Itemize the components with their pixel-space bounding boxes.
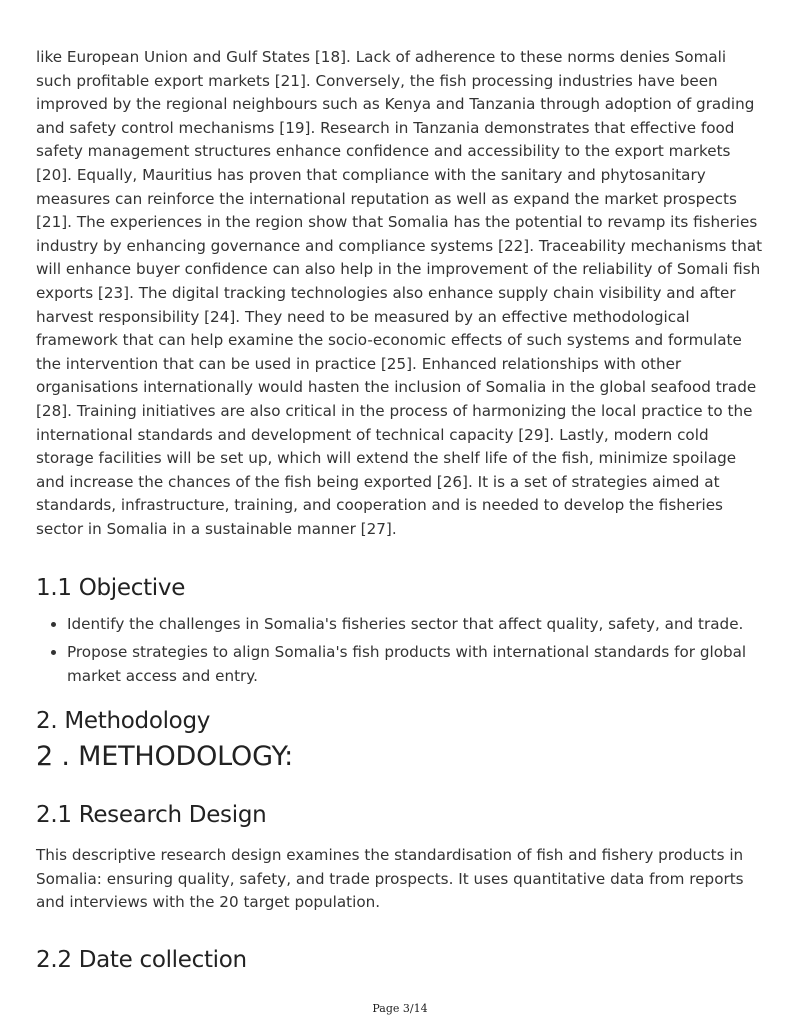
objective-heading: 1.1 Objective: [36, 575, 186, 602]
page-number-footer: Page 3/14: [372, 1002, 428, 1015]
intro-paragraph: like European Union and Gulf States [18]. Lack of adherence to these norms denies Somali such profitable export markets [21]. Conversely, the fish processing industries have been improved by the regional neighbours such as Kenya and Tanzania through adoption of grading and safety control mechanisms [19]. Research in Tanzania demonstrates that effective food safety management structures enhance confidence and accessibility to the export markets [20]. Equally, Mauritius has proven that compliance with the sanitary and phytosanitary measures can reinforce the international reputation as well as expand the market prospects [21]. The experiences in the region show that Somalia has the potential to revamp its fisheries industry by enhancing governance and compliance systems [22]. Traceability mechanisms that will enhance buyer confidence can also help in the improvement of the reliability of Somali fish exports [23]. The digital tracking technologies also enhance supply chain visibility and after harvest responsibility [24]. They need to be measured by an effective methodological framework that can help examine the socio-economic effects of such systems and formulate the intervention that can be used in practice [25]. Enhanced relationships with other organisations internationally would hasten the inclusion of Somalia in the global seafood trade [28]. Training initiatives are also critical in the process of harmonizing the local practice to the international standards and development of technical capacity [29]. Lastly, modern cold storage facilities will be set up, which will extend the shelf life of the fish, minimize spoilage and increase the chances of the fish being exported [26]. It is a set of strategies aimed at standards, infrastructure, training, and cooperation and is needed to develop the fisheries sector in Somalia in a sustainable manner [27].: [36, 48, 763, 538]
objective-bullet-item: • Identify the challenges in Somalia's fisheries sector that affect quality, safety, and trade.: [67, 613, 766, 637]
objective-bullet-item: • Propose strategies to align Somalia's fish products with international standards for global market access and entry.: [67, 641, 766, 688]
page-content: [36, 46, 766, 975]
data-collection-heading: 2.2 Date collection: [36, 947, 247, 974]
research-design-paragraph: This descriptive research design examines the standardisation of fish and fishery products in Somalia: ensuring quality, safety, and trade prospects. It uses quantitative data from reports and interviews with the 20 target population.: [36, 846, 744, 912]
objective-bullet-list: [36, 613, 766, 688]
methodology-heading: 2. Methodology: [36, 708, 211, 735]
research-design-heading: 2.1 Research Design: [36, 802, 267, 829]
methodology-caps-heading: 2 . METHODOLOGY:: [36, 741, 294, 773]
